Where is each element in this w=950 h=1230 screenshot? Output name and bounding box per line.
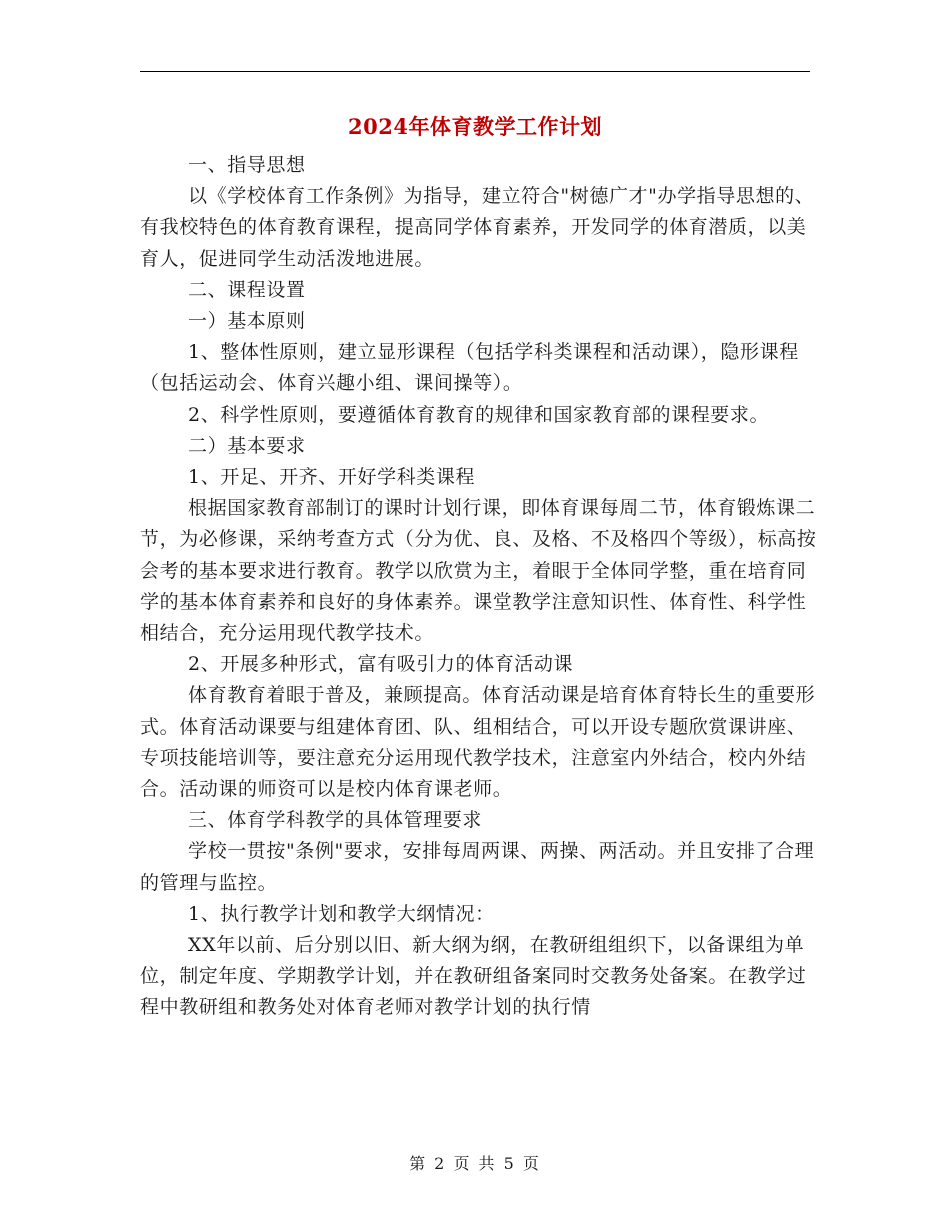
page-number: 第 2 页 共 5 页 (409, 1154, 541, 1173)
document-body (140, 150, 820, 1024)
section-heading-course-setup: 二、课程设置 (188, 278, 306, 301)
document-title: 2024年体育教学工作计划 (348, 114, 602, 139)
paragraph-management: 学校一贯按"条例"要求，安排每周两课、两操、两活动。并且安排了合理的管理与监控。 (140, 840, 815, 894)
subheading-activity-courses: 2、开展多种形式，富有吸引力的体育活动课 (188, 653, 574, 676)
paragraph-guiding-ideology: 以《学校体育工作条例》为指导，建立符合"树德广才"办学指导思想的、有我校特色的体育教育课程，提高同学体育素养，开发同学的体育潜质，以美育人，促进同学生动活泼地进展。 (140, 185, 815, 270)
subheading-teaching-plan: 1、执行教学计划和教学大纲情况： (188, 902, 495, 925)
paragraph-subject-courses: 根据国家教育部制订的课时计划行课，即体育课每周二节，体育锻炼课二节，为必修课，采纳考查方式（分为优、良、及格、不及格四个等级），标高按会考的基本要求进行教育。教学以欣赏为主，着眼于全体同学整，重在培育同学的基本体育素养和良好的身体素养。课堂教学注意知识性、体育性、科学性相结合，充分运用现代教学技术。 (140, 497, 817, 645)
paragraph-activity-courses: 体育教育着眼于普及，兼顾提高。体育活动课是培育体育特长生的重要形式。体育活动课要与组建体育团、队、组相结合，可以开设专题欣赏课讲座、专项技能培训等，要注意充分运用现代教学技术，注意室内外结合，校内外结合。活动课的师资可以是校内体育课老师。 (140, 684, 816, 801)
subheading-basic-requirements: 二）基本要求 (188, 434, 306, 457)
subheading-subject-courses: 1、开足、开齐、开好学科类课程 (188, 466, 476, 489)
section-heading-guiding-ideology: 一、指导思想 (188, 154, 306, 176)
paragraph-principle-integrity: 1、整体性原则，建立显形课程（包括学科类课程和活动课），隐形课程（包括运动会、体育兴趣小组、课间操等）。 (140, 341, 799, 395)
header-rule (140, 71, 810, 72)
subheading-basic-principles: 一）基本原则 (188, 310, 306, 333)
paragraph-principle-scientific: 2、科学性原则，要遵循体育教育的规律和国家教育部的课程要求。 (188, 403, 770, 426)
paragraph-teaching-plan: XX年以前、后分别以旧、新大纲为纲，在教研组组织下，以备课组为单位，制定年度、学期教学计划，并在教研组备案同时交教务处备案。在教学过程中教研组和教务处对体育老师对教学计划的执行情 (140, 934, 807, 1019)
section-heading-management: 三、体育学科教学的具体管理要求 (188, 809, 483, 832)
